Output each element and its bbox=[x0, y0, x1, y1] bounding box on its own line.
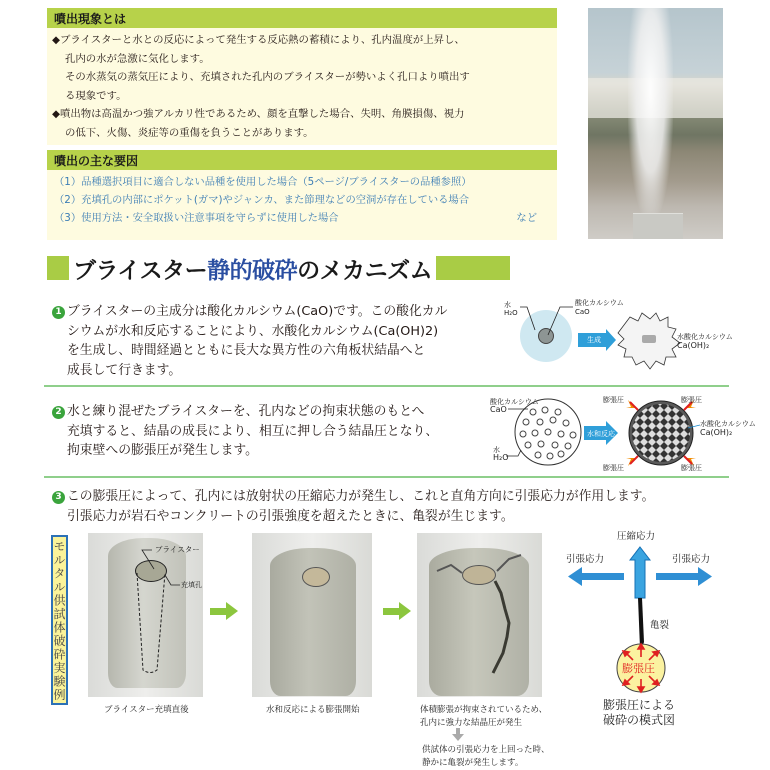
step-number-icon: 1 bbox=[52, 306, 65, 319]
step-1: 1 ブライスターの主成分は酸化カルシウム(CaO)です。この酸化カル シウムが水和反応することにより、水酸化カルシウム(Ca(OH)2) を生成し、時間経過とともに長大な異方性の六角板状結晶へと 成長して行きます。 bbox=[52, 302, 447, 380]
section-title: ブライスター静的破砕のメカニズム bbox=[47, 253, 510, 283]
caption: 水和反応による膨張開始 bbox=[266, 705, 360, 715]
warning-line: の低下、火傷、炎症等の重傷を負うことがあります。 bbox=[65, 126, 314, 139]
cause-suffix: など bbox=[516, 212, 537, 224]
caption: 静かに亀裂が発生します。 bbox=[422, 758, 524, 768]
warning-line: る現象です。 bbox=[65, 89, 127, 102]
fracture-schematic bbox=[550, 530, 730, 760]
tension-right-label: 引張応力 bbox=[672, 554, 711, 565]
photo-expansion bbox=[252, 533, 372, 697]
caption: ブライスター充填直後 bbox=[104, 705, 189, 715]
title-decor bbox=[436, 256, 510, 280]
spouting-photo bbox=[588, 8, 723, 239]
down-arrow-icon bbox=[452, 728, 464, 742]
caption: 孔内に強力な結晶圧が発生 bbox=[420, 718, 523, 728]
crack-label: 亀裂 bbox=[650, 620, 670, 631]
title-decor bbox=[47, 256, 69, 280]
photo-filled: ブライスター 充填孔 bbox=[88, 533, 203, 697]
caption: 供試体の引張応力を上回った時、 bbox=[422, 745, 550, 755]
warning-line: その水蒸気の蒸気圧により、充填された孔内のブライスターが勢いよく孔口より噴出す bbox=[65, 71, 470, 84]
step-3: 3 この膨張圧によって、孔内には放射状の圧縮応力が発生し、これと直角方向に引張応力が作用します。 引張応力が岩石やコンクリートの引張強度を超えたときに、亀裂が生じます。 bbox=[52, 487, 654, 526]
warning-line: ◆ブライスターと水との反応によって発生する反応熱の蓄積により、孔内温度が上昇し、 bbox=[52, 34, 465, 46]
schematic-caption: 膨張圧による bbox=[603, 698, 676, 712]
green-arrow-icon bbox=[210, 600, 240, 622]
expansion-pressure-label: 膨張圧 bbox=[622, 662, 655, 675]
diagram-expansion: 酸化カルシウム CaO 水 H₂O 水和反応 膨張圧 膨張圧 膨張圧 膨張圧 水酸化カルシウム Ca(OH)₂ bbox=[490, 396, 756, 472]
spouting-phenomenon-box bbox=[47, 8, 557, 145]
green-arrow-icon bbox=[383, 600, 413, 622]
caption: 体積膨張が拘束されているため、 bbox=[420, 705, 548, 715]
schematic-caption: 破砕の模式図 bbox=[603, 713, 676, 727]
step-number-icon: 3 bbox=[52, 491, 65, 504]
step-number-icon: 2 bbox=[52, 406, 65, 419]
tension-left-label: 引張応力 bbox=[566, 554, 605, 565]
step-2: 2 水と練り混ぜたブライスターを、孔内などの拘束状態のもとへ 充填すると、結晶の成長により、相互に押し合う結晶圧となり、 拘束壁への膨張圧が発生します。 bbox=[52, 402, 438, 461]
experiment-side-label: モルタル供試体破砕実験例 bbox=[51, 535, 68, 705]
box-title: 噴出現象とは bbox=[47, 8, 557, 28]
warning-line: 孔内の水が急激に気化します。 bbox=[65, 52, 210, 65]
warning-line: ◆噴出物は高温かつ強アルカリ性であるため、顔を直撃した場合、失明、角膜損傷、視力 bbox=[52, 108, 465, 121]
cause-item: （3）使用方法・安全取扱い注意事項を守らずに使用した場合 bbox=[54, 212, 339, 224]
main-causes-box bbox=[47, 150, 557, 240]
cause-item: （1）品種選択項目に適合しない品種を使用した場合（5ページ/ブライスターの品種参照） bbox=[54, 176, 472, 188]
cause-item: （2）充填孔の内部にポケット(ガマ)やジャンカ、また節理などの空洞が存在している場合 bbox=[54, 194, 470, 206]
photo-cracked bbox=[417, 533, 542, 697]
diagram-hydration: 水 H₂O 酸化カルシウム CaO 生成 水酸化カルシウム Ca(OH)₂ bbox=[490, 295, 730, 380]
box-title: 噴出の主な要因 bbox=[47, 150, 557, 170]
divider bbox=[44, 476, 729, 478]
compress-label: 圧縮応力 bbox=[617, 531, 656, 542]
divider bbox=[44, 385, 729, 387]
